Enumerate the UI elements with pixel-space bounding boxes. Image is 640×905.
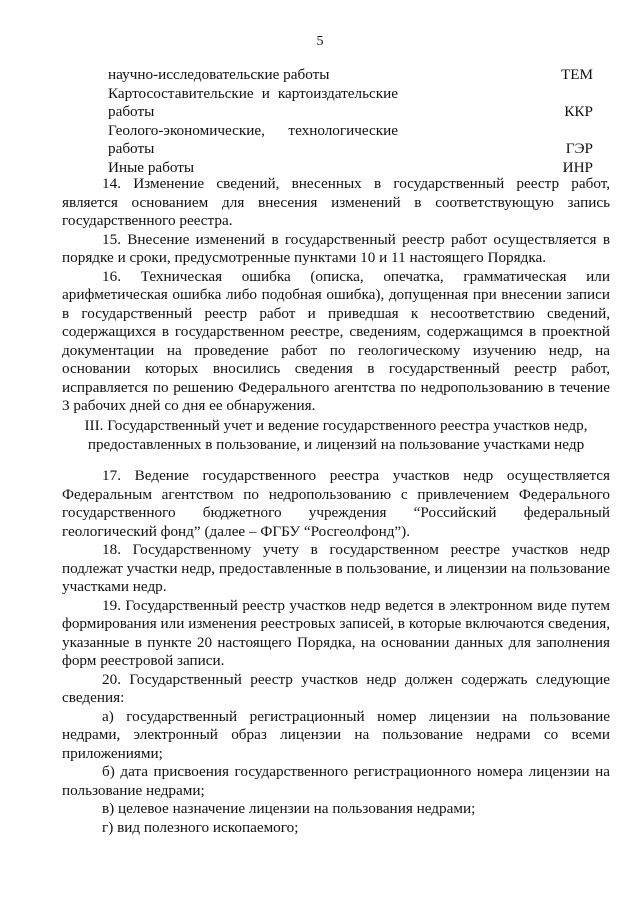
work-type-name: Иные работы [108, 158, 195, 176]
work-type-name: научно-исследовательские работы [108, 66, 330, 83]
section-heading-line-1: III. Государственный учет и ведение государственного реестра участков недр, [84, 417, 588, 434]
table-row [108, 85, 593, 122]
section-body-part-2 [62, 467, 610, 837]
work-type-code: ГЭР [565, 140, 593, 157]
list-item-a: а) государственный регистрационный номер лицензии на пользование недрами, электронный образ лицензии на пользование недрами со всеми приложениями; [62, 707, 610, 762]
paragraph-17: 17. Ведение государственного реестра участков недр осуществляется Федеральным агентством по недропользованию с привлечением Федерального государственного бюджетного учреждения “Российский федеральный геологический фонд” (далее – ФГБУ “Росгеолфонд”). [62, 467, 610, 540]
section-heading-line-2: предоставленных в пользование, и лицензий на пользование участками недр [87, 436, 585, 453]
paragraph-19: 19. Государственный реестр участков недр ведется в электронном виде путем формирования или изменения реестровых записей, в которые включаются сведения, указанные в пункте 20 настоящего Порядка, на основании данных для заполнения форм реестровой записи. [62, 596, 610, 669]
list-item-b: б) дата присвоения государственного регистрационного номера лицензии на пользование недрами; [62, 763, 610, 799]
section-heading [62, 416, 610, 454]
table-row [108, 122, 593, 159]
list-item-d: г) вид полезного ископаемого; [102, 818, 299, 836]
work-type-name: Геолого-экономические, технологические работы [108, 121, 398, 157]
paragraph-16: 16. Техническая ошибка (описка, опечатка, грамматическая или арифметическая ошибка либо подобная ошибка), допущенная при внесении записи в государственный реестр работ и приведшая к несоответствию сведений, содержащихся в государственном реестре, сведениям, содержащимся в проектной документации на проведение работ по геологическому изучению недр, на основании которых вносились сведения в государственный реестр работ, исправляется по решению Федерального агентства по недропользованию в течение 3 рабочих дней со дня ее обнаружения. [62, 267, 610, 414]
work-type-code: ТЕМ [560, 66, 593, 83]
work-type-code: ККР [564, 103, 593, 120]
paragraph-15: 15. Внесение изменений в государственный реестр работ осуществляется в порядке и сроки, предусмотренные пунктами 10 и 11 настоящего Порядка. [62, 230, 610, 266]
work-types-table [108, 66, 593, 177]
paragraph-18: 18. Государственному учету в государственном реестре участков недр подлежат участки недр, предоставленные в пользование, и лицензии на пользование участками недр. [62, 541, 610, 595]
list-item-c: в) целевое назначение лицензии на пользования недрами; [102, 800, 476, 817]
paragraph-14: 14. Изменение сведений, внесенных в государственный реестр работ, является основанием для внесения изменений в соответствующую запись государственного реестра. [62, 175, 610, 229]
page-number: 5 [316, 34, 324, 49]
work-type-name: Картосоставительские и картоиздательские работы [108, 84, 398, 120]
work-type-code: ИНР [562, 158, 593, 176]
section-body-part-1 [62, 175, 610, 416]
table-row [108, 66, 593, 85]
paragraph-20: 20. Государственный реестр участков недр должен содержать следующие сведения: [62, 670, 610, 706]
